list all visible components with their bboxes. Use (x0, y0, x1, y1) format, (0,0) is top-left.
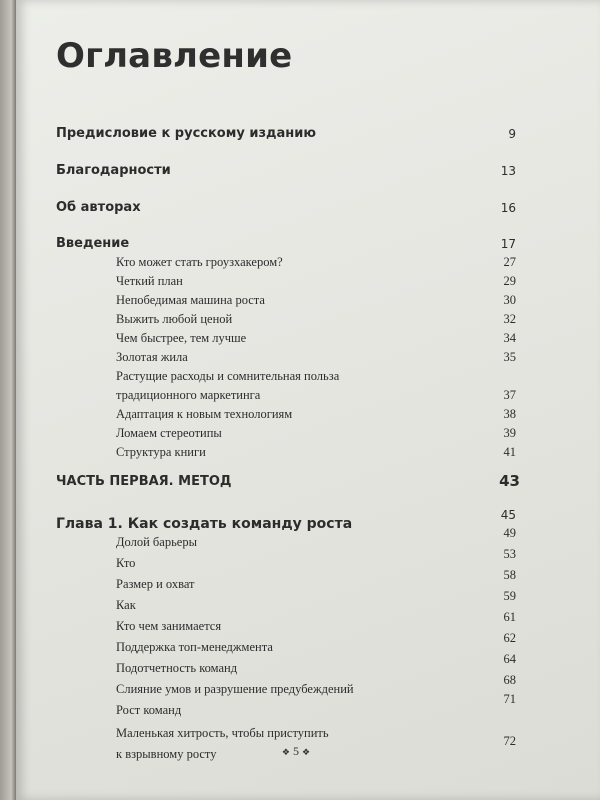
toc-page: 59 (503, 589, 516, 603)
toc-label: Глава 1. Как создать команду роста (56, 516, 353, 532)
toc-label: Ломаем стереотипы (116, 426, 222, 440)
toc-page: 29 (503, 274, 516, 288)
ornament-icon: ❖ (302, 747, 311, 757)
toc-page: 34 (503, 331, 516, 345)
toc-label: Предисловие к русскому изданию (56, 126, 317, 141)
toc-page: 72 (503, 734, 516, 748)
toc-page: 27 (503, 255, 516, 269)
toc-page: 41 (503, 445, 516, 459)
toc-page: 35 (503, 350, 516, 364)
facing-page-edge (0, 0, 16, 800)
toc-entry-about-authors (16, 198, 600, 220)
toc-label: Кто может стать гроузхакером? (116, 255, 283, 269)
book-page (16, 0, 600, 800)
toc-label: Адаптация к новым технологиям (116, 407, 293, 421)
toc-entry-preface (16, 124, 600, 146)
toc-label: Кто (116, 556, 136, 570)
ornament-icon: ❖ (281, 747, 290, 757)
toc-label: к взрывному росту (116, 747, 217, 761)
toc-page: 53 (503, 547, 516, 561)
toc-page: 64 (503, 652, 516, 666)
toc-label: Введение (56, 236, 130, 251)
toc-page: 45 (500, 508, 516, 522)
toc-page: 9 (508, 127, 516, 141)
toc-label: Четкий план (116, 274, 183, 288)
toc-entry (16, 442, 600, 464)
toc-page: 61 (503, 610, 516, 624)
toc-label: Структура книги (116, 445, 206, 459)
toc-page: 39 (503, 426, 516, 440)
toc-label: Слияние умов и разрушение предубеждений (116, 682, 354, 696)
toc-entry (16, 723, 600, 748)
toc-page: 32 (503, 312, 516, 326)
toc-label: ЧАСТЬ ПЕРВАЯ. МЕТОД (56, 474, 232, 489)
toc-label: Растущие расходы и сомнительная польза (116, 369, 340, 383)
toc-entry-part-one (16, 472, 600, 494)
toc-page: 38 (503, 407, 516, 421)
toc-label: Непобедимая машина роста (116, 293, 265, 307)
toc-page: 43 (499, 472, 520, 490)
toc-label: Размер и охват (116, 577, 195, 591)
toc-label: Кто чем занимается (116, 619, 222, 633)
toc-label: Как (116, 598, 136, 612)
toc-page: 17 (500, 237, 516, 251)
toc-page: 16 (500, 201, 516, 215)
toc-page: 58 (503, 568, 516, 582)
toc-page: 37 (503, 388, 516, 402)
page-title: Оглавление (56, 36, 293, 76)
toc-page: 13 (500, 164, 516, 178)
toc-label: Поддержка топ-менеджмента (116, 640, 273, 654)
toc-label: Рост команд (116, 703, 182, 717)
toc-page: 62 (503, 631, 516, 645)
page-footer (266, 744, 326, 759)
toc-label: Чем быстрее, тем лучше (116, 331, 247, 345)
page-number: 5 (293, 744, 299, 758)
toc-page: 30 (503, 293, 516, 307)
toc-page: 68 (503, 673, 516, 687)
toc-page: 49 (503, 526, 516, 540)
toc-label: традиционного маркетинга (116, 388, 261, 402)
toc-label: Маленькая хитрость, чтобы приступить (116, 726, 329, 740)
toc-label: Об авторах (56, 200, 141, 215)
toc-entry (16, 692, 600, 722)
toc-label: Золотая жила (116, 350, 188, 364)
toc-label: Долой барьеры (116, 535, 197, 549)
toc-entry-acknowledgements (16, 161, 600, 183)
toc-label: Благодарности (56, 163, 171, 178)
toc-label: Выжить любой ценой (116, 312, 233, 326)
toc-label: Подотчетность команд (116, 661, 238, 675)
toc-page: 71 (503, 692, 516, 706)
